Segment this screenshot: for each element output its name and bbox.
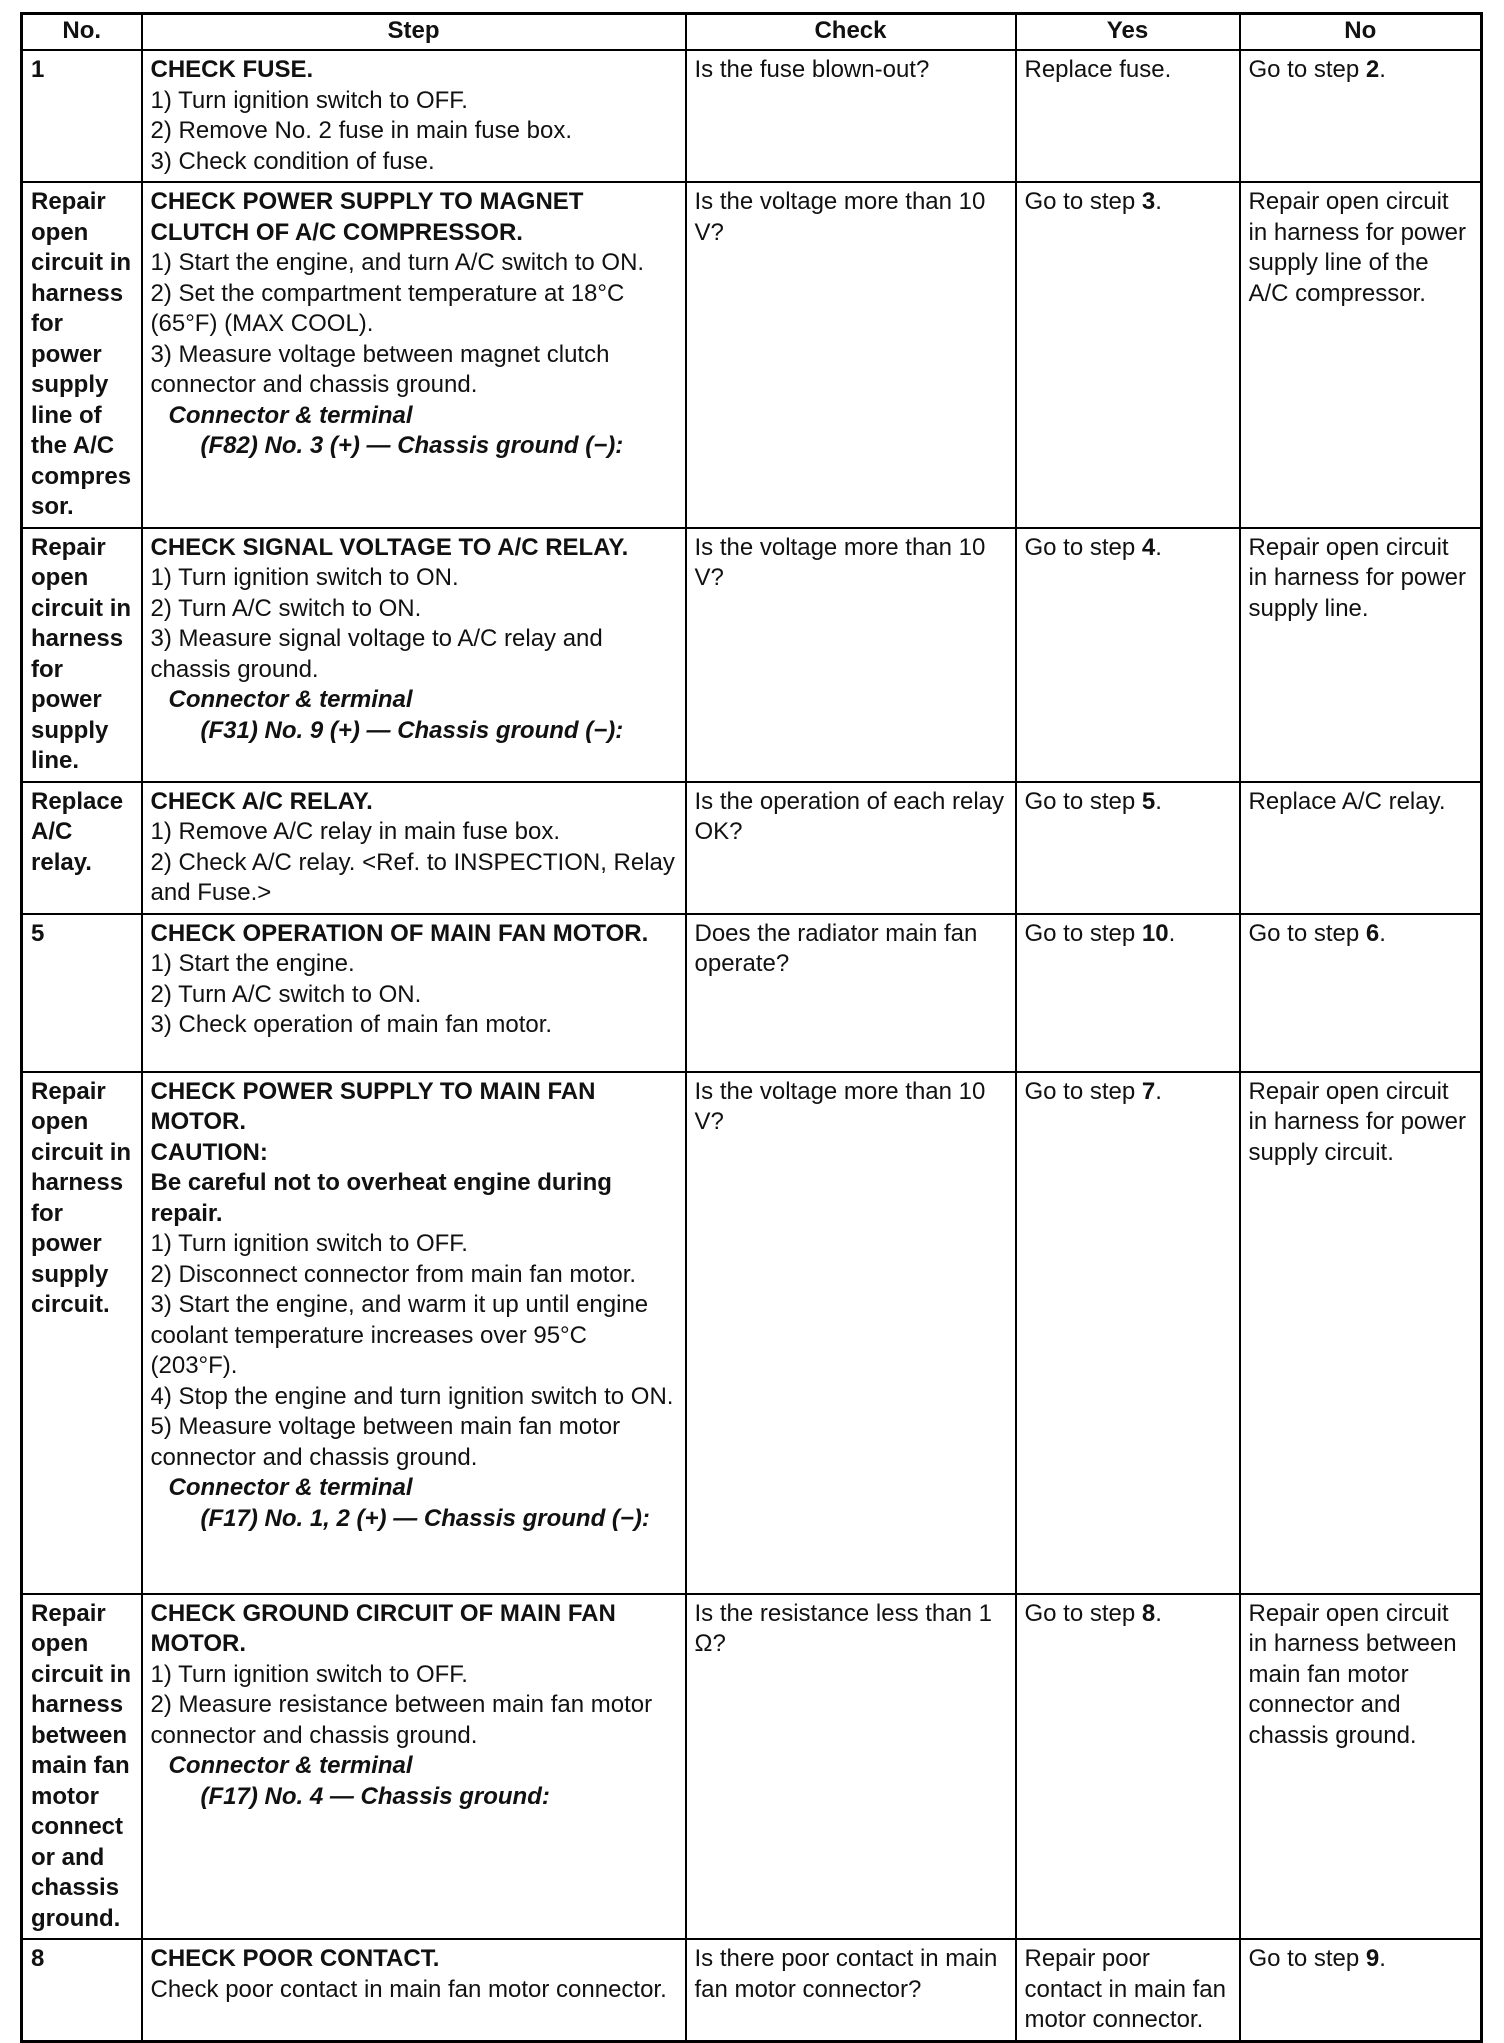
yes-step-number: 5 <box>1141 787 1156 815</box>
header-check: Check <box>686 14 1016 51</box>
step-line: 3) Check operation of main fan motor. <box>150 1011 553 1038</box>
yes-step-number: 8 <box>1141 1599 1156 1627</box>
yes-cell <box>1016 782 1240 914</box>
caution-text: Be careful not to overheat engine during repair. <box>150 1169 612 1227</box>
row-number: Repair open circuit in harness for power supply line. <box>22 528 142 782</box>
yes-cell <box>1016 914 1240 1072</box>
connector-terminal-value: (F82) No. 3 (+) — Chassis ground (−): <box>200 432 624 459</box>
step-line: 1) Remove A/C relay in main fuse box. <box>150 818 561 845</box>
no-suffix: . <box>1379 1945 1386 1972</box>
step-title: CHECK FUSE. <box>150 56 314 83</box>
table-row <box>22 1594 1482 1940</box>
header-step: Step <box>142 14 686 51</box>
yes-cell: Replace fuse. <box>1016 50 1240 182</box>
yes-cell <box>1016 528 1240 782</box>
connector-terminal-label: Connector & terminal <box>168 1752 413 1779</box>
check-cell: Is the resistance less than 1 Ω? <box>686 1594 1016 1940</box>
no-cell: Repair open circuit in harness between main fan motor connector and chassis ground. <box>1240 1594 1482 1940</box>
step-cell <box>142 528 686 782</box>
no-cell <box>1240 914 1482 1072</box>
yes-suffix: . <box>1155 188 1162 215</box>
connector-terminal-value: (F31) No. 9 (+) — Chassis ground (−): <box>200 716 624 744</box>
step-line: 2) Disconnect connector from main fan motor. <box>150 1260 637 1288</box>
yes-suffix: . <box>1155 787 1162 815</box>
step-line: 2) Check A/C relay. <Ref. to INSPECTION, Relay and Fuse.> <box>150 848 675 906</box>
check-cell: Is the voltage more than 10 V? <box>686 528 1016 782</box>
step-cell <box>142 914 686 1072</box>
yes-prefix: Go to step <box>1024 919 1142 947</box>
row-number: 8 <box>22 1939 142 2041</box>
no-cell: Repair open circuit in harness for power supply line. <box>1240 528 1482 782</box>
step-line: 3) Check condition of fuse. <box>150 147 435 175</box>
diagnostic-table <box>20 12 1483 2043</box>
yes-step-number: 10 <box>1141 919 1169 947</box>
yes-prefix: Go to step <box>1024 1599 1142 1627</box>
check-cell: Does the radiator main fan operate? <box>686 914 1016 1072</box>
check-cell: Is the operation of each relay OK? <box>686 782 1016 914</box>
step-line: 1) Turn ignition switch to OFF. <box>150 86 468 114</box>
step-line: 1) Start the engine, and turn A/C switch to ON. <box>150 249 645 276</box>
yes-prefix: Go to step <box>1024 1077 1142 1105</box>
table-row <box>22 914 1482 1072</box>
step-cell <box>142 1939 686 2041</box>
header-no-result: No <box>1240 14 1482 51</box>
yes-prefix: Go to step <box>1024 188 1142 215</box>
no-suffix: . <box>1379 56 1386 83</box>
yes-suffix: . <box>1168 919 1176 947</box>
no-step-number: 6 <box>1365 919 1380 947</box>
no-cell: Repair open circuit in harness for power supply line of the A/C compressor. <box>1240 182 1482 528</box>
table-row <box>22 50 1482 182</box>
step-line: 1) Start the engine. <box>150 950 355 977</box>
yes-suffix: . <box>1155 533 1162 561</box>
step-title: CHECK POWER SUPPLY TO MAIN FAN MOTOR. <box>150 1077 596 1135</box>
step-line: 3) Start the engine, and warm it up until engine coolant temperature increases over 95°C (203°F). <box>150 1291 649 1379</box>
diagnostic-procedure-sheet <box>20 12 1480 2043</box>
yes-step-number: 3 <box>1141 188 1156 215</box>
step-cell <box>142 782 686 914</box>
no-suffix: . <box>1379 919 1386 947</box>
check-cell: Is the voltage more than 10 V? <box>686 1072 1016 1594</box>
no-step-number: 2 <box>1365 56 1380 83</box>
step-line: 5) Measure voltage between main fan motor connector and chassis ground. <box>150 1413 621 1471</box>
step-line: 1) Turn ignition switch to ON. <box>150 564 459 591</box>
no-prefix: Go to step <box>1248 1945 1366 1972</box>
step-line: 2) Set the compartment temperature at 18°C (65°F) (MAX COOL). <box>150 279 625 337</box>
check-cell: Is the fuse blown-out? <box>686 50 1016 182</box>
table-header-row <box>22 14 1482 51</box>
header-no: No. <box>22 14 142 51</box>
table-row <box>22 528 1482 782</box>
step-line: 1) Turn ignition switch to OFF. <box>150 1230 468 1257</box>
caution-label: CAUTION: <box>150 1138 268 1166</box>
yes-cell <box>1016 182 1240 528</box>
no-prefix: Go to step <box>1248 919 1366 947</box>
row-number: 5 <box>22 914 142 1072</box>
connector-terminal-value: (F17) No. 1, 2 (+) — Chassis ground (−): <box>200 1504 650 1532</box>
connector-terminal-value: (F17) No. 4 — Chassis ground: <box>200 1782 550 1810</box>
step-title: CHECK A/C RELAY. <box>150 787 373 815</box>
step-title: CHECK POOR CONTACT. <box>150 1945 440 1972</box>
connector-terminal-label: Connector & terminal <box>168 686 413 713</box>
step-line: 3) Measure signal voltage to A/C relay and chassis ground. <box>150 625 603 683</box>
yes-prefix: Go to step <box>1024 787 1142 815</box>
table-row <box>22 1072 1482 1594</box>
step-line: 2) Measure resistance between main fan motor connector and chassis ground. <box>150 1691 653 1749</box>
no-step-number: 9 <box>1365 1945 1380 1972</box>
table-row <box>22 182 1482 528</box>
table-row <box>22 782 1482 914</box>
step-line: 2) Remove No. 2 fuse in main fuse box. <box>150 117 573 144</box>
header-yes: Yes <box>1016 14 1240 51</box>
step-cell <box>142 1594 686 1940</box>
step-line: 1) Turn ignition switch to OFF. <box>150 1660 468 1688</box>
step-line: 3) Measure voltage between magnet clutch connector and chassis ground. <box>150 340 610 398</box>
yes-cell: Repair poor contact in main fan motor connector. <box>1016 1939 1240 2041</box>
step-title: CHECK POWER SUPPLY TO MAGNET CLUTCH OF A/C COMPRESSOR. <box>150 188 584 246</box>
row-number: Replace A/C relay. <box>22 782 142 914</box>
step-line: 4) Stop the engine and turn ignition switch to ON. <box>150 1382 674 1410</box>
yes-prefix: Go to step <box>1024 533 1142 561</box>
connector-terminal-label: Connector & terminal <box>168 401 413 429</box>
no-cell: Replace A/C relay. <box>1240 782 1482 914</box>
no-cell: Repair open circuit in harness for power supply circuit. <box>1240 1072 1482 1594</box>
table-row <box>22 1939 1482 2041</box>
step-line: Check poor contact in main fan motor connector. <box>150 1975 667 2003</box>
row-number: 1 <box>22 50 142 182</box>
step-line: 2) Turn A/C switch to ON. <box>150 980 422 1008</box>
row-number: Repair open circuit in harness between main fan motor connector and chassis ground. <box>22 1594 142 1940</box>
yes-suffix: . <box>1155 1077 1162 1105</box>
step-cell <box>142 182 686 528</box>
step-title: CHECK OPERATION OF MAIN FAN MOTOR. <box>150 919 649 947</box>
check-cell: Is there poor contact in main fan motor connector? <box>686 1939 1016 2041</box>
yes-cell <box>1016 1594 1240 1940</box>
no-cell <box>1240 1939 1482 2041</box>
connector-terminal-label: Connector & terminal <box>168 1474 413 1501</box>
step-title: CHECK GROUND CIRCUIT OF MAIN FAN MOTOR. <box>150 1599 616 1657</box>
yes-cell <box>1016 1072 1240 1594</box>
step-line: 2) Turn A/C switch to ON. <box>150 594 422 622</box>
row-number: Repair open circuit in harness for power supply circuit. <box>22 1072 142 1594</box>
no-prefix: Go to step <box>1248 56 1366 83</box>
row-number: Repair open circuit in harness for power supply line of the A/C compressor. <box>22 182 142 528</box>
step-title: CHECK SIGNAL VOLTAGE TO A/C RELAY. <box>150 533 629 561</box>
yes-step-number: 4 <box>1141 533 1156 561</box>
step-cell <box>142 1072 686 1594</box>
yes-suffix: . <box>1155 1599 1162 1627</box>
check-cell: Is the voltage more than 10 V? <box>686 182 1016 528</box>
step-cell <box>142 50 686 182</box>
yes-step-number: 7 <box>1141 1077 1156 1105</box>
no-cell <box>1240 50 1482 182</box>
